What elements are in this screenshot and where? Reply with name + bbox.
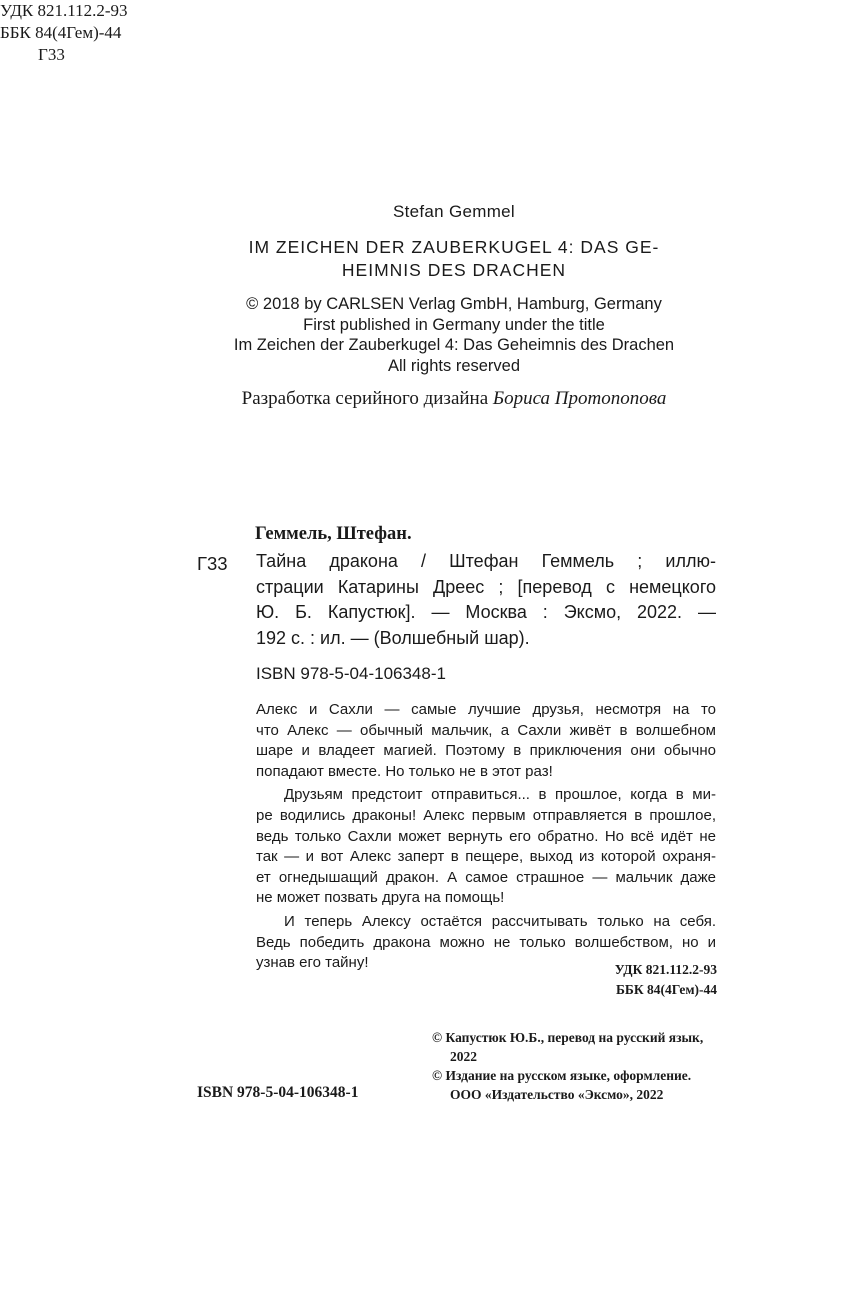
annotation-line: Друзьям предстоит отправиться... в прошлое, когда в ми- — [284, 786, 716, 804]
original-title — [140, 236, 768, 282]
edition-copyright-publisher: ООО «Издательство «Эксмо», 2022 — [450, 1087, 664, 1102]
russian-copyrights — [432, 1028, 732, 1104]
footer-codes — [560, 960, 717, 1000]
biblio-line: 192 с. : ил. — (Волшебный шар). — [256, 627, 530, 648]
record-isbn: ISBN 978-5-04-106348-1 — [256, 664, 446, 683]
copyright-line: All rights reserved — [387, 356, 521, 375]
copyright-line: Im Zeichen der Zauberkugel 4: Das Geheimnis des Drachen — [233, 336, 675, 354]
annotation-line: так — и вот Алекс заперт в пещере, выход из которой охраня- — [256, 848, 716, 866]
annotation-line: ет огнедышащий дракон. А самое страшное — мальчик даже — [256, 868, 716, 886]
copyright-line: © 2018 by CARLSEN Verlag GmbH, Hamburg, Germany — [246, 295, 662, 313]
annotation-line: не может позвать друга на помощь! — [256, 889, 505, 907]
original-title-line: IM ZEICHEN DER ZAUBERKUGEL 4: DAS GE- — [248, 237, 660, 257]
classification-codes — [0, 0, 845, 66]
annotation-line: И теперь Алексу остаётся рассчитывать только на себя. — [284, 912, 716, 930]
original-author: Stefan Gemmel — [392, 202, 515, 221]
annotation-line: попадают вместе. Но только не в этот раз! — [256, 762, 553, 780]
original-title-line: HEIMNIS DES DRACHEN — [341, 260, 567, 280]
annotation-line: шаре и владеет магией. Поэтому в приключения они обычно — [256, 742, 716, 760]
annotation-line: узнав его тайну! — [256, 954, 369, 972]
series-design-credit — [140, 388, 768, 410]
edition-copyright: © Издание на русском языке, оформление. — [432, 1068, 692, 1083]
translation-copyright-year: 2022 — [450, 1049, 477, 1064]
translation-copyright: © Капустюк Ю.Б., перевод на русский язык, — [432, 1030, 704, 1045]
biblio-line: Тайна дракона / Штефан Геммель ; иллю- — [256, 551, 716, 571]
annotation-line: ведь только Сахли может вернуть его обратно. Но всё идёт не — [256, 827, 716, 845]
biblio-line: Ю. Б. Капустюк]. — Москва : Эксмо, 2022. — — [256, 602, 716, 622]
copyright-line: First published in Germany under the title — [303, 315, 605, 334]
annotation — [256, 700, 716, 974]
footer-bbk: ББК 84(4Гем)-44 — [616, 982, 717, 997]
designer-name: Бориса Протопопова — [492, 388, 667, 409]
udk-code: УДК 821.112.2-93 — [0, 1, 128, 20]
record-author: Геммель, Штефан. — [255, 524, 412, 544]
biblio-line: страции Катарины Дреес ; [перевод с немецкого — [256, 576, 716, 597]
record-sign: Г33 — [197, 553, 228, 574]
annotation-line: что Алекс — обычный мальчик, а Сахли живёт в волшебном — [256, 721, 716, 739]
footer-isbn: ISBN 978-5-04-106348-1 — [197, 1084, 359, 1101]
annotation-line: Ведь победить дракона можно не только волшебством, но и — [256, 933, 716, 951]
bibliographic-description — [256, 549, 716, 651]
bbk-code: ББК 84(4Гем)-44 — [0, 23, 122, 42]
original-copyright — [140, 294, 768, 376]
design-text: Разработка серийного дизайна — [241, 388, 489, 409]
annotation-line: Алекс и Сахли — самые лучшие друзья, несмотря на то — [256, 701, 716, 718]
annotation-line: ре водились драконы! Алекс первым отправляется в прошлое, — [256, 806, 716, 824]
footer-udk: УДК 821.112.2-93 — [614, 962, 717, 977]
author-sign: Г33 — [38, 45, 65, 64]
